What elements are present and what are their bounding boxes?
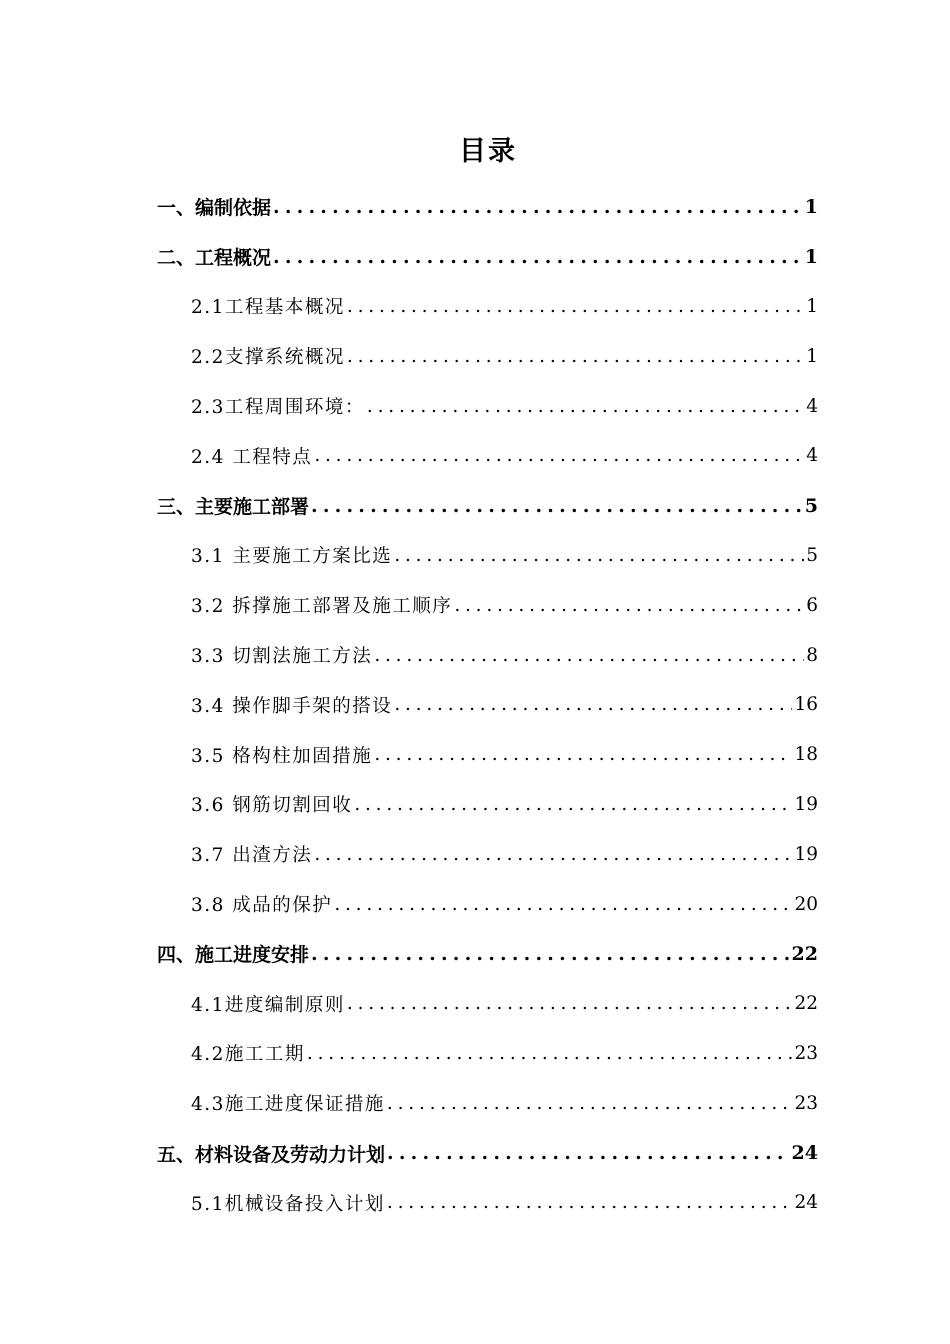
toc-entry-text: 五、材料设备及劳动力计划 — [157, 1143, 386, 1166]
toc-dot-leader — [367, 396, 804, 417]
toc-page-number: 19 — [794, 843, 818, 865]
toc-dot-leader — [311, 495, 803, 517]
toc-dot-leader — [314, 844, 792, 865]
toc-dot-leader — [387, 1142, 790, 1164]
toc-entry-text: 3.1 主要施工方案比选 — [191, 546, 393, 568]
toc-entry-text: 5.1机械设备投入计划 — [191, 1193, 385, 1215]
toc-entry-text: 2.2支撑系统概况 — [191, 347, 345, 369]
toc-dot-leader — [347, 296, 804, 317]
toc-dot-leader — [347, 346, 804, 367]
toc-dot-leader — [307, 1043, 793, 1064]
toc-dot-leader — [374, 645, 804, 666]
toc-page-number: 22 — [791, 942, 818, 965]
toc-section-entry[interactable] — [157, 680, 818, 730]
toc-section-entry[interactable] — [157, 531, 818, 581]
toc-chapter-entry[interactable] — [157, 232, 818, 282]
toc-section-entry[interactable] — [157, 829, 818, 879]
toc-entry-text: 4.2施工工期 — [191, 1044, 305, 1066]
toc-page-number: 1 — [804, 195, 818, 218]
toc-dot-leader — [354, 794, 792, 815]
toc-dot-leader — [334, 894, 792, 915]
toc-entry-text: 3.3 切割法施工方法 — [191, 646, 373, 668]
toc-section-entry[interactable] — [157, 282, 818, 332]
toc-dot-leader — [394, 545, 804, 566]
toc-dot-leader — [273, 196, 803, 218]
toc-page-number: 4 — [806, 395, 818, 417]
toc-section-entry[interactable] — [157, 979, 818, 1029]
toc-title: 目录 — [459, 136, 517, 167]
toc-dot-leader — [314, 445, 804, 466]
toc-page-number: 18 — [794, 744, 818, 766]
toc-dot-leader — [387, 1093, 793, 1114]
toc-entry-text: 3.2 拆撑施工部署及施工顺序 — [191, 596, 453, 618]
toc-section-entry[interactable] — [157, 1178, 818, 1228]
toc-entry-text: 3.8 成品的保护 — [191, 895, 333, 917]
toc-page-number: 5 — [804, 494, 818, 517]
toc-page-number: 1 — [806, 295, 818, 317]
toc-entry-text: 3.5 格构柱加固措施 — [191, 745, 373, 767]
toc-page-number: 1 — [804, 245, 818, 268]
toc-entry-text: 4.3施工进度保证措施 — [191, 1094, 385, 1116]
toc-dot-leader — [374, 744, 792, 765]
toc-section-entry[interactable] — [157, 630, 818, 680]
toc-section-entry[interactable] — [157, 1078, 818, 1128]
toc-dot-leader — [273, 246, 803, 268]
toc-page-number: 24 — [794, 1192, 818, 1214]
toc-entry-text: 3.6 钢筋切割回收 — [191, 795, 353, 817]
toc-entry-text: 3.4 操作脚手架的搭设 — [191, 695, 393, 717]
toc-dot-leader — [394, 694, 792, 715]
toc-dot-leader — [454, 595, 804, 616]
toc-section-entry[interactable] — [157, 381, 818, 431]
toc-entry-text: 三、主要施工部署 — [157, 496, 310, 519]
toc-page-number: 4 — [806, 445, 818, 467]
toc-dot-leader — [311, 943, 790, 965]
toc-page-number: 16 — [794, 694, 818, 716]
toc-section-entry[interactable] — [157, 1029, 818, 1079]
toc-page-number: 8 — [806, 644, 818, 666]
toc-section-entry[interactable] — [157, 730, 818, 780]
toc-page-number: 20 — [794, 893, 818, 915]
toc-page-number: 23 — [794, 1042, 818, 1064]
toc-entry-text: 2.1工程基本概况 — [191, 297, 345, 319]
toc-entry-text: 3.7 出渣方法 — [191, 845, 313, 867]
toc-entry-text: 一、编制依据 — [157, 197, 272, 220]
toc-page-number: 22 — [794, 993, 818, 1015]
toc-section-entry[interactable] — [157, 580, 818, 630]
toc-chapter-entry[interactable] — [157, 481, 818, 531]
toc-entry-text: 四、施工进度安排 — [157, 944, 310, 967]
toc-chapter-entry[interactable] — [157, 929, 818, 979]
toc-page-number: 5 — [806, 544, 818, 566]
toc-page-number: 23 — [794, 1092, 818, 1114]
toc-dot-leader — [347, 993, 793, 1014]
toc-section-entry[interactable] — [157, 331, 818, 381]
toc-entry-text: 2.3工程周围环境： — [191, 397, 365, 419]
toc-page-number: 1 — [806, 345, 818, 367]
toc-page-number: 24 — [791, 1142, 818, 1165]
toc-entry-text: 4.1进度编制原则 — [191, 994, 345, 1016]
toc-chapter-entry[interactable] — [157, 182, 818, 232]
toc-section-entry[interactable] — [157, 879, 818, 929]
toc-entry-text: 二、工程概况 — [157, 247, 272, 270]
toc-entry-text: 2.4 工程特点 — [191, 446, 313, 468]
toc-section-entry[interactable] — [157, 780, 818, 830]
toc-page-number: 6 — [806, 594, 818, 616]
toc-chapter-entry[interactable] — [157, 1128, 818, 1178]
toc-page-number: 19 — [794, 793, 818, 815]
toc-dot-leader — [387, 1192, 793, 1213]
toc-list — [157, 182, 818, 1228]
toc-section-entry[interactable] — [157, 431, 818, 481]
